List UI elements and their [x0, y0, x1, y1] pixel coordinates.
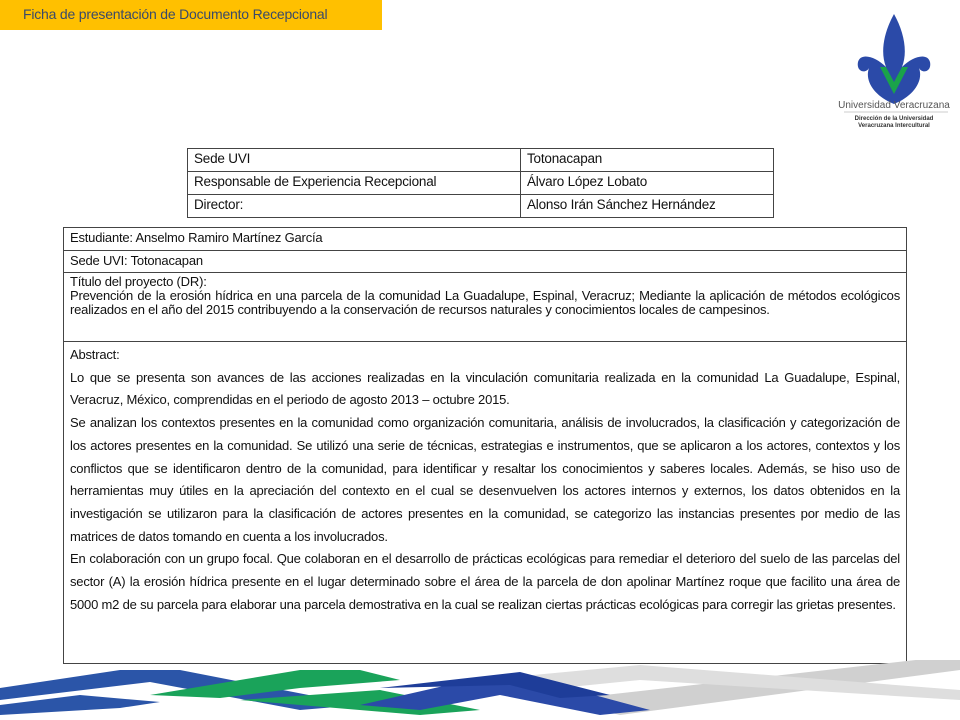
university-logo: [836, 12, 952, 132]
project-title-label: Título del proyecto (DR):: [70, 274, 207, 289]
table-row: [188, 172, 774, 195]
abstract-label: Abstract:: [70, 347, 120, 362]
info-table: [187, 148, 774, 218]
detail-table: [63, 227, 907, 664]
header-banner: [0, 0, 382, 30]
info-label: Sede UVI: [188, 149, 521, 172]
abstract-paragraph: En colaboración con un grupo focal. Que colaboran en el desarrollo de prácticas ecológicas para remediar el deterioro del suelo de las parcelas del sector (A) la erosión hídrica presente en el lugar determinado sobre el área de la parcela de don apolinar Martínez roque que facilito una área de 5000 m2 de su parcela para elaborar una parcela demostrativa en la cual se realizan ciertas prácticas ecológicas para corregir las grietas presentes.: [70, 551, 900, 612]
decorative-ribbon: [0, 660, 960, 720]
info-value: Totonacapan: [521, 149, 774, 172]
table-row: [188, 195, 774, 218]
banner-title: Ficha de presentación de Documento Recepcional: [23, 6, 328, 22]
abstract-paragraph: Lo que se presenta son avances de las acciones realizadas en la vinculación comunitaria realizada en la comunidad La Guadalupe, Espinal, Veracruz, México, comprendidas en el periodo de agosto 2013 – octubre 2015.: [70, 369, 900, 408]
abstract-cell: [64, 342, 907, 664]
sede-cell: Sede UVI: Totonacapan: [64, 251, 907, 273]
info-label: Responsable de Experiencia Recepcional: [188, 172, 521, 195]
table-row: [188, 149, 774, 172]
logo-name: Universidad Veracruzana: [838, 100, 950, 111]
abstract-paragraph: Se analizan los contextos presentes en la comunidad como organización comunitaria, análisis de involucrados, la clasificación y categorización de los actores presentes en la comunidad. Se utilizó una serie de técnicas, estrategias e instrumentos, que se aplicaron a los actores, contextos y los conflictos que se identificaron dentro de la comunidad, para identificar y resaltar los conocimientos y saberes locales. Además, se hiso uso de herramientas muy útiles en la apreciación del contexto en el cual se desenvuelven los actores internos y externos, los datos obtenidos en la investigación se utilizaron para la clasificación de actores presentes en la comunidad, se categorizo las instancias presentes por medio de las matrices de datos tomando en cuenta a los involucrados.: [70, 415, 900, 544]
student-cell: Estudiante: Anselmo Ramiro Martínez García: [64, 228, 907, 251]
info-label: Director:: [188, 195, 521, 218]
info-value: Alonso Irán Sánchez Hernández: [521, 195, 774, 218]
info-value: Álvaro López Lobato: [521, 172, 774, 195]
project-title: Prevención de la erosión hídrica en una parcela de la comunidad La Guadalupe, Espinal, Veracruz; Mediante la aplicación de métodos ecológicos realizados en el año del 2015 contribuyendo a la conservación de recursos naturales y conocimientos locales de campesinos.: [70, 288, 900, 317]
logo-subtitle-2: Veracruzana Intercultural: [858, 123, 930, 129]
project-title-cell: [64, 273, 907, 342]
logo-subtitle-1: Dirección de la Universidad: [854, 116, 934, 122]
